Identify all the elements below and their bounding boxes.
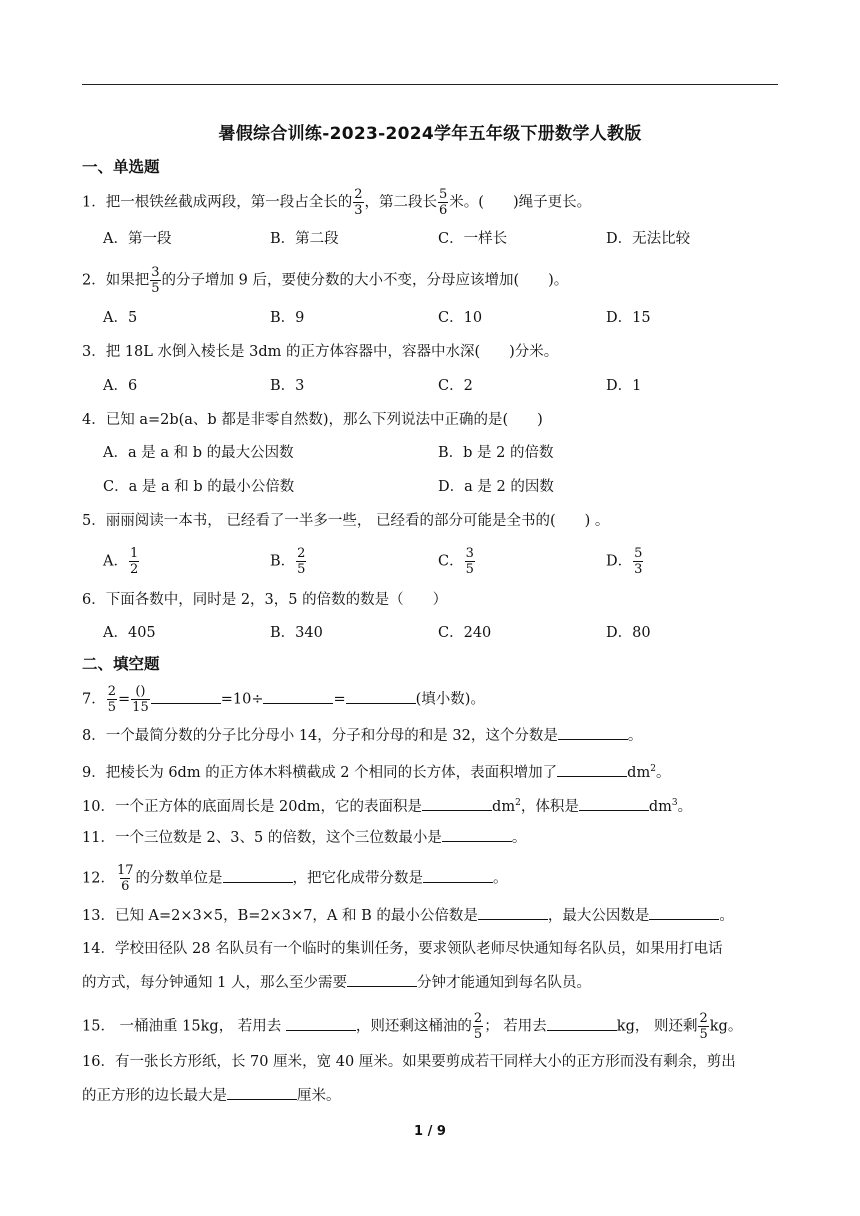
question-2: 2．如果把 $\frac{3}{5}$ 的分子增加 9 后，要使分数的大小不变，分母应该增加( )。: [82, 265, 569, 296]
answer-blank[interactable]: [478, 905, 548, 920]
question-16: 16．有一张长方形纸，长 70 厘米，宽 40 厘米。如果要剪成若干同样大小的正方形而没有剩余，剪出: [82, 1054, 736, 1070]
question-3: 3．把 18L 水倒入棱长是 3dm 的正方体容器中，容器中水深( )分米。: [82, 344, 559, 360]
question-14-cont: 的方式，每分钟通知 1 人，那么至少需要 分钟才能通知到每名队员。: [82, 972, 591, 993]
section-single-choice: 一、单选题: [82, 158, 160, 176]
option-c: C． $\frac{3}{5}$: [438, 546, 474, 577]
fraction: $\frac{2}{3}$: [354, 187, 363, 218]
fraction: $\frac{5}{6}$: [439, 187, 448, 218]
option-a: A．5: [103, 310, 138, 326]
option-a: A．405: [103, 625, 156, 641]
fraction: $\frac{2}{5}$: [699, 1011, 708, 1042]
answer-blank[interactable]: [422, 796, 492, 811]
answer-blank[interactable]: [263, 689, 333, 704]
option-b: B．第二段: [270, 231, 339, 247]
fraction: $\frac{2}{5}$: [297, 546, 306, 577]
question-9: 9．把棱长为 6dm 的正方体木料横截成 2 个相同的长方体，表面积增加了 $dm^2$。: [82, 759, 670, 783]
document-title: 暑假综合训练-2023-2024学年五年级下册数学人教版: [218, 124, 642, 144]
option-c: C．240: [438, 625, 492, 641]
question-1: 1．把一根铁丝截成两段，第一段占全长的 $\frac{2}{3}$ ，第二段长 $\frac{5}{6}$ 米。( )绳子更长。: [82, 187, 592, 218]
question-15: 15． 一桶油重 15kg， 若用去 ，则还剩这桶油的 $\frac{2}{5}$ ； 若用去 kg， 则还剩 $\frac{2}{5}$ kg。: [82, 1011, 743, 1042]
answer-blank[interactable]: [558, 725, 628, 740]
option-a: A． $\frac{1}{2}$: [103, 546, 139, 577]
header-rule: [82, 84, 778, 85]
option-d: D．无法比较: [606, 231, 691, 247]
fraction: $\frac{2}{5}$: [473, 1011, 483, 1042]
option-d: D．1: [606, 378, 642, 394]
fraction: $\frac{1}{2}$: [129, 546, 139, 577]
option-c: C．2: [438, 378, 473, 394]
answer-blank[interactable]: [442, 827, 512, 842]
option-a: A．a 是 a 和 b 的最大公因数: [103, 445, 294, 461]
option-d: D．80: [606, 625, 651, 641]
question-13: 13．已知 A=2×3×5，B=2×3×7，A 和 B 的最小公倍数是 ，最大公因数是 。: [82, 905, 734, 926]
option-b: B．340: [270, 625, 323, 641]
answer-blank[interactable]: [286, 1016, 356, 1031]
option-c: C．10: [438, 310, 483, 326]
option-a: A．6: [103, 378, 138, 394]
answer-blank[interactable]: [547, 1016, 617, 1031]
option-c: C．一样长: [438, 231, 508, 247]
answer-blank[interactable]: [649, 905, 719, 920]
answer-blank[interactable]: [347, 972, 417, 987]
question-14: 14．学校田径队 28 名队员有一个临时的集训任务，要求领队老师尽快通知每名队员，如果用打电话: [82, 941, 723, 957]
fraction: $\frac{3}{5}$: [465, 546, 474, 577]
option-d: D．a 是 2 的因数: [438, 479, 554, 495]
question-11: 11．一个三位数是 2、3、5 的倍数，这个三位数最小是 。: [82, 827, 526, 848]
question-12: 12． $\frac{17}{6}$ 的分数单位是 ，把它化成带分数是 。: [82, 863, 508, 894]
page-number: 1 / 9: [414, 1124, 446, 1139]
question-8: 8．一个最简分数的分子比分母小 14，分子和分母的和是 32，这个分数是 。: [82, 725, 642, 746]
answer-blank[interactable]: [346, 689, 416, 704]
option-d: D． $\frac{5}{3}$: [606, 546, 643, 577]
answer-blank[interactable]: [423, 868, 493, 883]
option-c: C．a 是 a 和 b 的最小公倍数: [103, 479, 295, 495]
answer-blank[interactable]: [227, 1085, 297, 1100]
option-b: B． $\frac{2}{5}$: [270, 546, 306, 577]
question-6: 6．下面各数中，同时是 2，3，5 的倍数的数是（ ）: [82, 592, 448, 608]
answer-blank[interactable]: [557, 762, 627, 777]
fraction: $\frac{5}{3}$: [634, 546, 643, 577]
question-5: 5．丽丽阅读一本书， 已经看了一半多一些， 已经看的部分可能是全书的( ) 。: [82, 513, 610, 529]
fraction: $\frac{17}{6}$: [116, 863, 134, 894]
answer-blank[interactable]: [151, 689, 221, 704]
option-d: D．15: [606, 310, 651, 326]
question-4: 4．已知 a=2b(a、b 都是非零自然数)，那么下列说法中正确的是( ): [82, 412, 543, 428]
question-10: 10．一个正方体的底面周长是 20dm，它的表面积是 $dm^2$，体积是 $dm^3$。: [82, 793, 692, 817]
option-b: B．b 是 2 的倍数: [438, 445, 554, 461]
fraction: $\frac{3}{5}$: [151, 265, 160, 296]
question-7: 7． $\frac{2}{5}$ = $\frac{()}{15}$ =10÷ = (填小数)。: [82, 684, 485, 715]
answer-blank[interactable]: [579, 796, 649, 811]
question-16-cont: 的正方形的边长最大是 厘米。: [82, 1085, 341, 1106]
fraction: $\frac{2}{5}$: [107, 684, 117, 715]
answer-blank[interactable]: [223, 868, 293, 883]
option-b: B．3: [270, 378, 305, 394]
section-fill-blank: 二、填空题: [82, 655, 160, 673]
option-b: B．9: [270, 310, 305, 326]
fraction: $\frac{()}{15}$: [132, 684, 149, 715]
option-a: A．第一段: [103, 231, 172, 247]
